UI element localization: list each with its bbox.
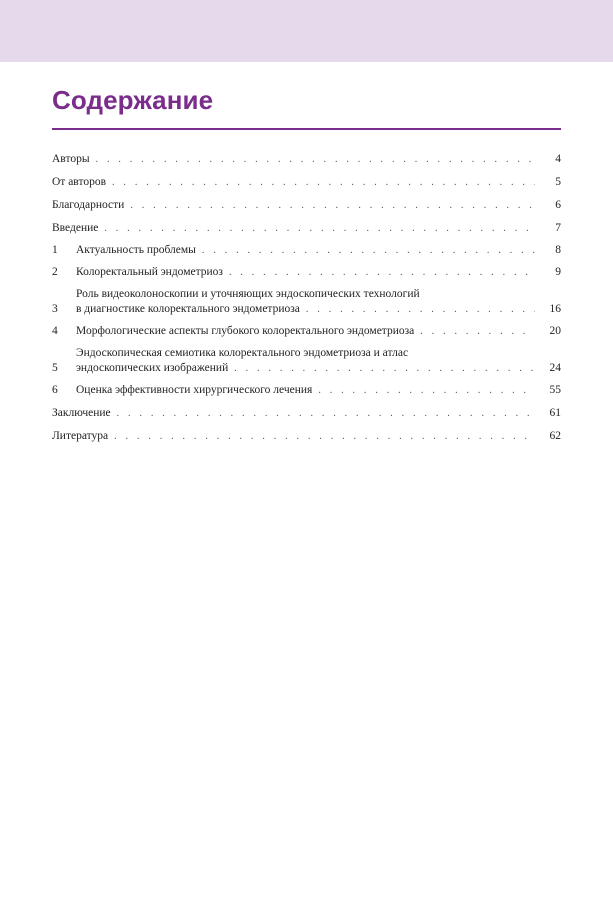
toc-entry[interactable]	[52, 406, 561, 421]
dot-leader	[306, 302, 535, 317]
toc-entry[interactable]	[52, 265, 561, 280]
toc-entry[interactable]	[52, 383, 561, 398]
toc-entry[interactable]	[52, 324, 561, 339]
toc-entry-title-line: От авторов	[52, 176, 107, 188]
toc-entry-number: 2	[52, 266, 58, 278]
toc-entry-title	[52, 406, 535, 421]
dot-leader	[96, 152, 535, 167]
toc-entry-page-number: 24	[549, 362, 561, 374]
toc-entry[interactable]	[52, 429, 561, 444]
header-band	[0, 0, 613, 62]
toc-entry-page-number: 16	[549, 303, 561, 315]
toc-entry[interactable]	[52, 243, 561, 258]
toc-entry[interactable]	[52, 221, 561, 236]
toc-entry[interactable]	[52, 287, 561, 317]
toc-entry-title	[76, 287, 535, 317]
page-title: Содержание	[52, 85, 214, 115]
toc-entry-title-line: Введение	[52, 222, 99, 234]
dot-leader	[234, 361, 535, 376]
toc-entry-title-line: Морфологические аспекты глубокого колоректального эндометриоза	[76, 325, 415, 337]
toc-entry-number: 1	[52, 244, 58, 256]
toc-entry-page-number: 20	[549, 325, 561, 337]
dot-leader	[112, 175, 535, 190]
toc-entry[interactable]	[52, 198, 561, 213]
toc-entry-title	[76, 324, 535, 339]
dot-leader	[229, 265, 535, 280]
toc-entry-page-number: 55	[549, 384, 561, 396]
toc-entry-page-number: 8	[555, 244, 561, 256]
toc-entry-title-line: Оценка эффективности хирургического лечения	[76, 384, 313, 396]
toc-entry-title	[52, 152, 535, 167]
toc-entry-number: 5	[52, 362, 58, 374]
toc-entry-page-number: 7	[555, 222, 561, 234]
dot-leader	[130, 198, 535, 213]
toc-entry-title	[52, 429, 535, 444]
toc-entry-page-number: 5	[555, 176, 561, 188]
toc-entry-page-number: 61	[549, 407, 561, 419]
toc-entry-page-number: 6	[555, 199, 561, 211]
toc-entry-title-line: Заключение	[52, 407, 111, 419]
toc-entry-title-line: в диагностике колоректального эндометриоза	[76, 303, 300, 315]
title-divider	[52, 128, 561, 130]
toc-entry-title-line: Литература	[52, 430, 109, 442]
toc-entry-title-line: Роль видеоколоноскопии и уточняющих эндоскопических технологий	[76, 288, 420, 300]
toc-entry-title	[76, 243, 535, 258]
toc-entry-page-number: 9	[555, 266, 561, 278]
toc-entry-title	[76, 346, 535, 376]
dot-leader	[114, 429, 535, 444]
dot-leader	[318, 383, 535, 398]
toc-entry-title	[52, 175, 535, 190]
toc-entry-page-number: 4	[555, 153, 561, 165]
toc-entry-number: 4	[52, 325, 58, 337]
dot-leader	[104, 221, 535, 236]
toc-entry-number: 6	[52, 384, 58, 396]
dot-leader	[117, 406, 535, 421]
toc-entry-number: 3	[52, 303, 58, 315]
toc-entry-title-line: Авторы	[52, 153, 90, 165]
toc-entry-title-line: эндоскопических изображений	[76, 362, 229, 374]
toc-entry[interactable]	[52, 175, 561, 190]
toc-entry-title-line: Благодарности	[52, 199, 125, 211]
toc-entry-title-line: Эндоскопическая семиотика колоректального эндометриоза и атлас	[76, 347, 409, 359]
dot-leader	[420, 324, 535, 339]
toc-entry[interactable]	[52, 346, 561, 376]
toc-entry-title	[76, 383, 535, 398]
toc-entry-title-line: Актуальность проблемы	[76, 244, 196, 256]
toc-entry-title	[52, 221, 535, 236]
toc-entry-title-line: Колоректальный эндометриоз	[76, 266, 223, 278]
toc-entry-title	[76, 265, 535, 280]
dot-leader	[202, 243, 535, 258]
toc-entry-title	[52, 198, 535, 213]
toc-entry-page-number: 62	[549, 430, 561, 442]
toc-entry[interactable]	[52, 152, 561, 167]
